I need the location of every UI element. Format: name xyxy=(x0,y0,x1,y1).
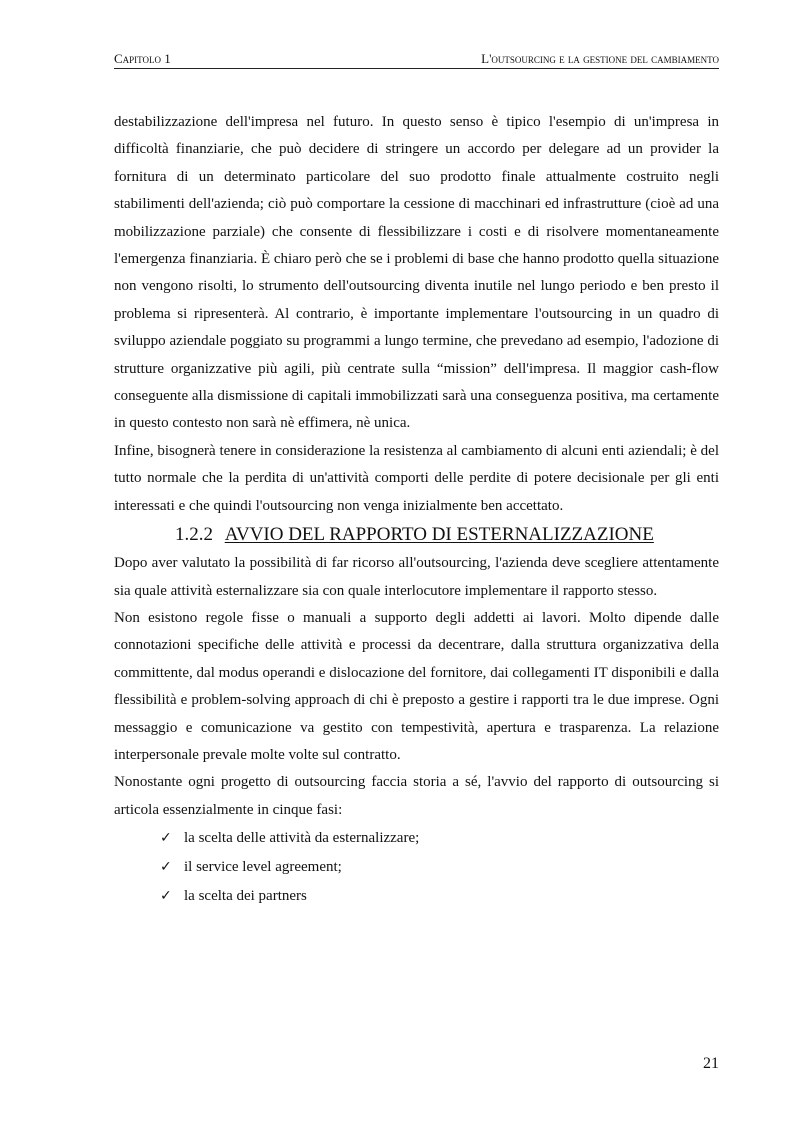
list-item xyxy=(160,824,719,853)
checkmark-icon: ✓ xyxy=(160,859,172,876)
running-header xyxy=(114,50,719,68)
paragraph: Non esistono regole fisse o manuali a supporto degli addetti ai lavori. Molto dipende dalle connotazioni specifiche delle attività e processi da decentrare, dalla struttura organizzativa della committente, dal modus operandi e dislocazione del fornitore, dai collegamenti IT disponibili e dalla flessibilità e problem-solving approach di chi è preposto a gestire i rapporti tra le due imprese. Ogni messaggio e comunicazione va gestito con tempestività, apertura e trasparenza. La relazione interpersonale prevale molte volte sul contratto. xyxy=(114,609,719,763)
section-heading xyxy=(114,520,719,550)
phase-list xyxy=(114,824,719,911)
checkmark-icon: ✓ xyxy=(160,888,172,905)
paragraph: destabilizzazione dell'impresa nel futuro. In questo senso è tipico l'esempio di un'impresa in difficoltà finanziarie, che può decidere di stringere un accordo per delegare ad un provider la fornitura di un determinato particolare del suo prodotto finale attualmente costruito negli stabilimenti dell'azienda; ciò può comportare la cessione di macchinari ed infrastrutture (cioè ad una mobilizzazione parziale) che consente di flessibilizzare i costi e di risolvere momentaneamente l'emergenza finanziaria. È chiaro però che se i problemi di base che hanno prodotto quella situazione non vengono risolti, lo strumento dell'outsourcing diventa inutile nel lungo periodo e ben presto il problema si ripresenterà. Al contrario, è importante implementare l'outsourcing in un quadro di sviluppo aziendale poggiato su programmi a lungo termine, che prevedano ad esempio, l'adozione di strutture organizzative più agili, più centrate sulla “mission” dell'impresa. Il maggior cash-flow conseguente alla dismissione di capitali immobilizzati sarà una conseguenza positiva, ma certamente in questo contesto non sarà nè effimera, nè unica. xyxy=(114,114,719,432)
list-item-text: la scelta dei partners xyxy=(184,888,307,905)
page-body xyxy=(114,109,719,911)
paragraph: Nonostante ogni progetto di outsourcing faccia storia a sé, l'avvio del rapporto di outsourcing si articola essenzialmente in cinque fasi: xyxy=(114,774,719,818)
paragraph: Dopo aver valutato la possibilità di far ricorso all'outsourcing, l'azienda deve scegliere attentamente sia quale attività esternalizzare sia con quale interlocutore implementare il rapporto stesso. xyxy=(114,555,719,599)
list-item xyxy=(160,882,719,911)
list-item-text: il service level agreement; xyxy=(184,859,342,876)
header-chapter: Capitolo 1 xyxy=(114,51,171,66)
section-number: 1.2.2 xyxy=(175,524,213,546)
paragraph: Infine, bisognerà tenere in considerazione la resistenza al cambiamento di alcuni enti aziendali; è del tutto normale che la perdita di un'attività comporti delle perdite di potere decisionale per gli enti interessati e che quindi l'outsourcing non venga inizialmente ben accettato. xyxy=(114,442,719,514)
checkmark-icon: ✓ xyxy=(160,830,172,847)
list-item-text: la scelta delle attività da esternalizzare; xyxy=(184,830,420,847)
page-number: 21 xyxy=(703,1055,719,1072)
header-rule xyxy=(114,68,719,69)
list-item xyxy=(160,853,719,882)
header-chapter-title: L'outsourcing e la gestione del cambiamento xyxy=(481,51,719,66)
section-title: AVVIO DEL RAPPORTO DI ESTERNALIZZAZIONE xyxy=(224,524,654,546)
